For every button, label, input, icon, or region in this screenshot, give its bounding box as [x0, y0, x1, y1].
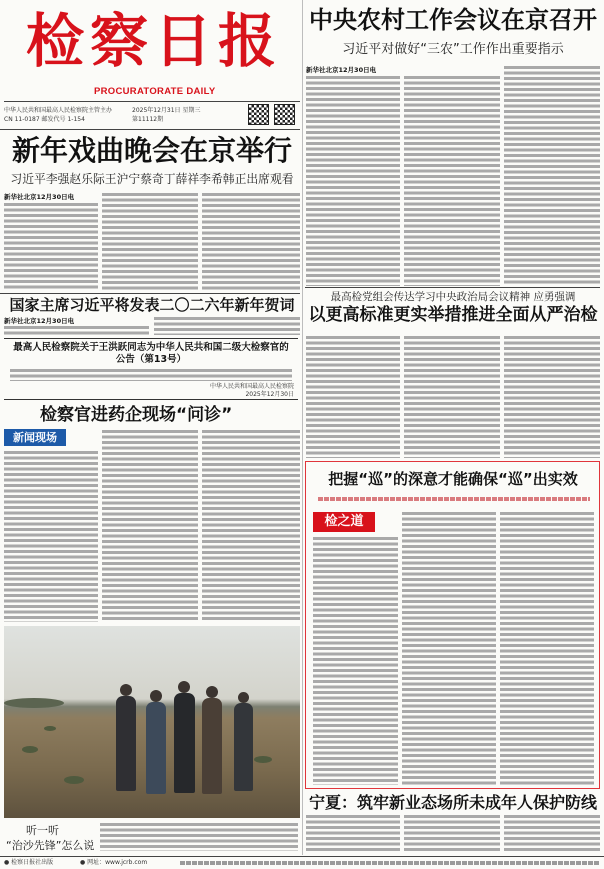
- article-body-column: [306, 76, 400, 286]
- headline-opera-gala: 新年戏曲晚会在京举行: [11, 134, 292, 167]
- photo-figure-head: [150, 690, 162, 702]
- footer-publisher: ● 检察日报社出版: [4, 859, 54, 866]
- photo-shrub: [64, 776, 84, 784]
- headline-new-year-address: 国家主席习近平将发表二〇二六年新年贺词: [9, 296, 295, 314]
- subhead-opera-gala: 习近平李强赵乐际王沪宁蔡奇丁薛祥李希韩正出席观看: [10, 172, 294, 186]
- photo-figure-head: [238, 692, 249, 703]
- footer-info-line: [180, 861, 600, 865]
- photo-figure: [116, 696, 136, 791]
- article-body-column: [313, 537, 398, 785]
- announcement-number: （第13号）: [134, 354, 187, 365]
- issue-date: 2025年12月31日 星期三: [132, 107, 201, 114]
- photo-figure: [174, 693, 195, 793]
- section-rule: [0, 293, 300, 294]
- announcement-date: 2025年12月30日: [245, 391, 294, 398]
- article-body-column: [4, 203, 98, 290]
- masthead-logo: 检察日报: [26, 7, 283, 75]
- announcement-title-text: 最高人民检察院关于王洪跃同志为中华人民共和国二级大检察官的公告: [13, 342, 289, 365]
- commentary-subtitle-line: [318, 497, 590, 501]
- column-badge-jianzhidao: 检之道: [313, 512, 375, 532]
- article-body-column: [504, 66, 600, 286]
- article-body-column: [202, 193, 300, 290]
- photo-shrub: [254, 756, 272, 763]
- photo-figure-head: [178, 681, 190, 693]
- dateline: 新华社北京12月30日电: [4, 317, 75, 325]
- column-divider: [302, 0, 303, 855]
- photo-shrub: [44, 726, 56, 731]
- article-body-column: [402, 512, 496, 785]
- article-body-column: [404, 815, 500, 853]
- photo-caption-body: [100, 823, 298, 851]
- qr-code-icon: [274, 104, 295, 125]
- article-body-column: [504, 336, 600, 458]
- article-body-column: [500, 512, 594, 785]
- article-body-column: [102, 430, 198, 622]
- photo-caption-line-2: “治沙先锋”怎么说: [6, 839, 95, 852]
- article-body-column: [4, 451, 98, 622]
- article-body-column: [306, 815, 400, 853]
- photo-treeline: [4, 698, 64, 708]
- publisher-line: 中华人民共和国最高人民检察院主管主办: [4, 107, 113, 114]
- headline-ningxia: 宁夏：筑牢新业态场所未成年人保护防线: [308, 793, 597, 812]
- news-photo: [4, 626, 300, 818]
- article-body-column: [202, 430, 300, 622]
- footer-website: ● 网址：www.jcrb.com: [80, 859, 148, 866]
- announcement-title: [10, 342, 292, 366]
- dateline: 新华社北京12月30日电: [306, 66, 377, 74]
- photo-figure: [234, 703, 253, 791]
- masthead-english-name: PROCURATORATE DAILY: [94, 86, 216, 97]
- headline-pharma-visit: 检察官进药企现场“问诊”: [40, 405, 233, 425]
- article-body-column: [154, 317, 300, 335]
- headline-inspection-commentary: 把握“巡”的深意才能确保“巡”出实效: [328, 470, 578, 488]
- photo-caption-line-1: 听一听: [26, 824, 59, 837]
- cn-code: CN 11-0187 邮发代号 1-154: [4, 116, 85, 123]
- subhead-rural-conference: 习近平对做好“三农”工作作出重要指示: [342, 42, 564, 57]
- photo-figure: [146, 702, 166, 794]
- section-badge-news-scene: 新闻现场: [4, 429, 66, 446]
- photo-figure-head: [120, 684, 132, 696]
- footer-rule: [0, 856, 604, 857]
- article-body-column: [504, 815, 600, 853]
- photo-shrub: [22, 746, 38, 753]
- dateline: 新华社北京12月30日电: [4, 193, 75, 201]
- article-body-column: [404, 76, 500, 286]
- masthead-rule: [4, 101, 300, 102]
- photo-figure: [202, 698, 222, 794]
- section-rule: [305, 287, 600, 288]
- photo-figure-head: [206, 686, 218, 698]
- article-body-column: [404, 336, 500, 458]
- section-rule: [0, 129, 300, 130]
- kicker-party-meeting: 最高检党组会传达学习中央政治局会议精神 应勇强调: [330, 291, 576, 303]
- qr-code-icon: [248, 104, 269, 125]
- headline-party-meeting: 以更高标准更实举措推进全面从严治检: [308, 305, 598, 325]
- article-body-column: [102, 193, 198, 290]
- announcement-signature: 中华人民共和国最高人民检察院: [209, 383, 294, 390]
- headline-rural-conference: 中央农村工作会议在京召开: [309, 6, 597, 34]
- article-body-column: [306, 336, 400, 458]
- article-body-column: [4, 326, 149, 335]
- issue-number: 第11112期: [132, 116, 164, 123]
- announcement-body: [10, 369, 292, 381]
